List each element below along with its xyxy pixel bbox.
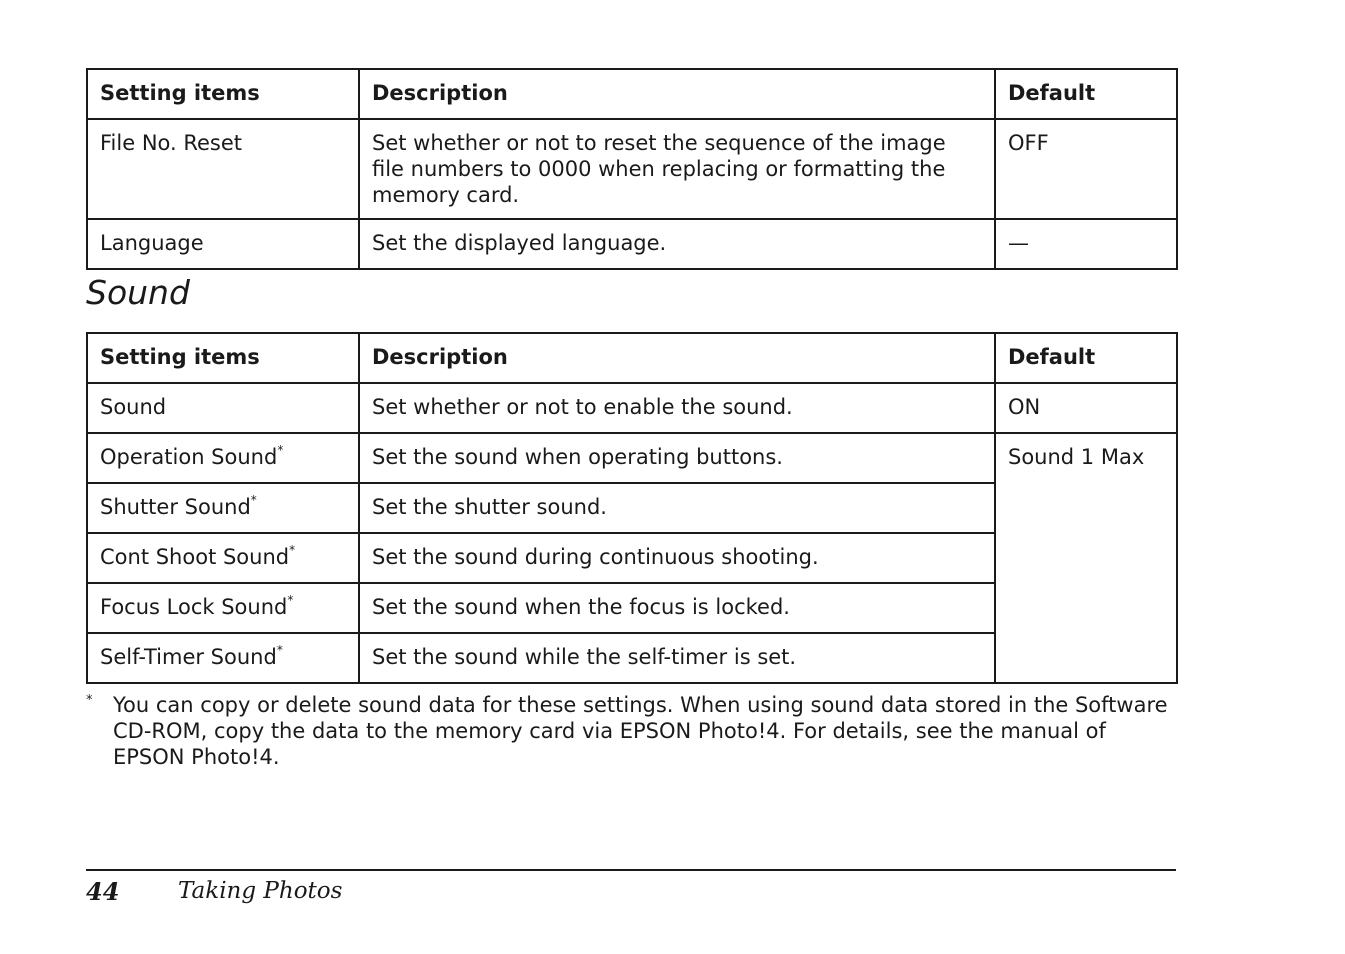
setting-description: Set whether or not to reset the sequence of the image file numbers to 0000 when replacing or formatting the memory card.	[359, 119, 995, 219]
setting-item	[87, 533, 359, 583]
setting-description: Set the sound when the focus is locked.	[359, 583, 995, 633]
setting-default: OFF	[995, 119, 1177, 219]
footnote-mark: *	[289, 543, 296, 557]
footnote	[86, 692, 1176, 770]
footnote-text: You can copy or delete sound data for these settings. When using sound data stored in the Software CD-ROM, copy the data to the memory card via EPSON Photo!4. For details, see the manual of EPSON Photo!4.	[113, 693, 1168, 769]
table-header-row	[87, 333, 1177, 383]
header-description: Description	[359, 333, 995, 383]
setting-description: Set the displayed language.	[359, 219, 995, 269]
setting-description: Set the shutter sound.	[359, 483, 995, 533]
table-row	[87, 383, 1177, 433]
setting-description: Set the sound while the self-timer is set.	[359, 633, 995, 683]
header-setting-items: Setting items	[87, 69, 359, 119]
sound-settings-table	[86, 332, 1178, 684]
setting-item-label: Sound	[100, 395, 167, 419]
footnote-mark: *	[250, 493, 257, 507]
general-settings-table	[86, 68, 1178, 270]
setting-default: ON	[995, 383, 1177, 433]
setting-item-label: Shutter Sound	[100, 495, 251, 519]
footnote-mark: *	[287, 593, 294, 607]
table-row	[87, 219, 1177, 269]
setting-default: Sound 1 Max	[995, 433, 1177, 683]
table-header-row	[87, 69, 1177, 119]
setting-item-label: Focus Lock Sound	[100, 595, 288, 619]
setting-item	[87, 433, 359, 483]
header-description: Description	[359, 69, 995, 119]
setting-default: —	[995, 219, 1177, 269]
footnote-mark: *	[277, 443, 284, 457]
setting-item-label: Self-Timer Sound	[100, 645, 277, 669]
setting-item-label: Cont Shoot Sound	[100, 545, 290, 569]
setting-item	[87, 583, 359, 633]
footnote-mark: *	[86, 693, 93, 708]
setting-item: File No. Reset	[87, 119, 359, 219]
table-row	[87, 433, 1177, 483]
setting-description: Set the sound during continuous shooting.	[359, 533, 995, 583]
header-default: Default	[995, 69, 1177, 119]
page-number: 44	[86, 877, 120, 906]
table-row	[87, 119, 1177, 219]
setting-item	[87, 483, 359, 533]
setting-description: Set the sound when operating buttons.	[359, 433, 995, 483]
setting-item	[87, 383, 359, 433]
section-title: Sound	[86, 273, 190, 312]
header-default: Default	[995, 333, 1177, 383]
header-setting-items: Setting items	[87, 333, 359, 383]
setting-description: Set whether or not to enable the sound.	[359, 383, 995, 433]
running-title: Taking Photos	[178, 878, 343, 904]
setting-item-label: Operation Sound	[100, 445, 278, 469]
setting-item: Language	[87, 219, 359, 269]
setting-item	[87, 633, 359, 683]
footer-divider	[86, 869, 1176, 871]
footnote-mark: *	[276, 643, 283, 657]
